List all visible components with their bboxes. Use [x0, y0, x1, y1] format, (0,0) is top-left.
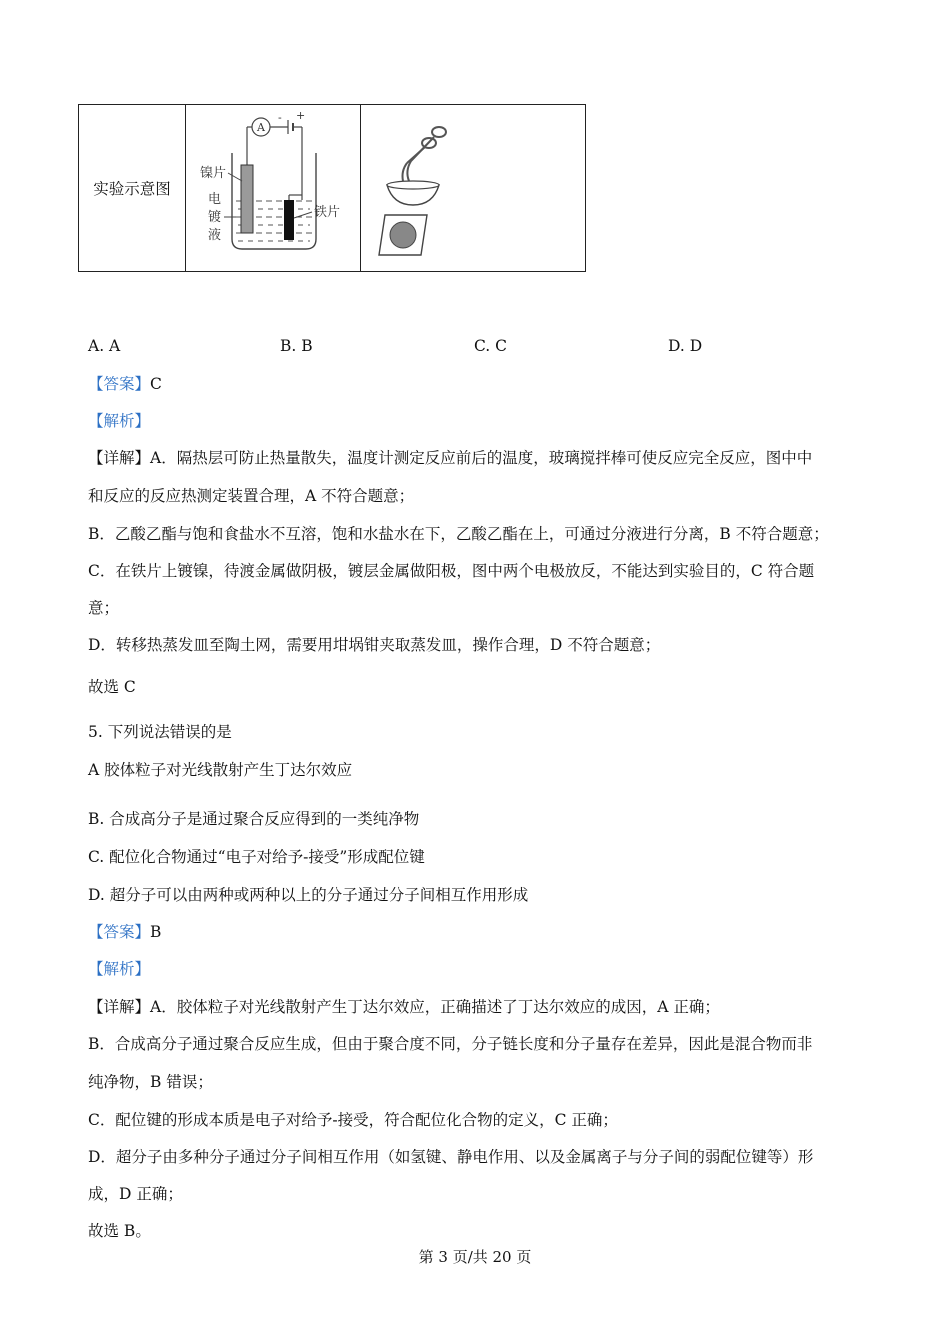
electroplating-diagram — [186, 105, 361, 272]
iron-electrode — [284, 200, 294, 240]
ammeter-label: A — [257, 121, 265, 134]
answer-value: C — [150, 375, 162, 393]
evaporating-dish-svg — [361, 105, 585, 267]
q5-option-a: A 胶体粒子对光线散射产生丁达尔效应 — [88, 761, 353, 779]
option-d: D. D — [668, 337, 703, 355]
evaporating-dish-diagram — [361, 105, 586, 272]
q5-stem: 5. 下列说法错误的是 — [88, 723, 232, 741]
experiment-table — [78, 104, 586, 272]
q4-answer — [88, 374, 162, 394]
answer-tag: 【答案】 — [88, 375, 151, 393]
option-a: A. A — [88, 337, 121, 355]
crucible-tongs-icon — [403, 127, 447, 181]
electroplating-svg — [186, 105, 360, 267]
plus-sign: + — [296, 109, 306, 122]
solution-label-2: 镀 — [208, 210, 222, 225]
minus-sign: - — [278, 111, 282, 124]
nickel-label: 镍片 — [200, 166, 227, 181]
q4-detail-line-1: 【详解】A．隔热层可防止热量散失，温度计测定反应前后的温度，玻璃搅拌棒可使反应完全反应，图中中 — [88, 449, 813, 467]
q5-detail-line-2: B．合成高分子通过聚合反应生成，但由于聚合度不同，分子链长度和分子量存在差异，因此是混合物而非 — [88, 1035, 813, 1053]
option-b: B. B — [280, 337, 313, 355]
q5-detail-line-5: D．超分子由多种分子通过分子间相互作用（如氢键、静电作用、以及金属离子与分子间的弱配位键等）形 — [88, 1148, 814, 1166]
q5-option-b: B. 合成高分子是通过聚合反应得到的一类纯净物 — [88, 810, 420, 828]
q5-analysis-tag: 【解析】 — [88, 960, 151, 978]
row-label: 实验示意图 — [79, 105, 186, 272]
q4-detail-line-4: C．在铁片上镀镍，待渡金属做阴极，镀层金属做阳极，图中两个电极放反，不能达到实验目的，C 符合题 — [88, 562, 815, 580]
q4-detail-line-6: D．转移热蒸发皿至陶土网，需要用坩埚钳夹取蒸发皿，操作合理，D 不符合题意； — [88, 636, 661, 654]
q5-option-c: C. 配位化合物通过“电子对给予-接受”形成配位键 — [88, 848, 425, 866]
q5-answer — [88, 922, 161, 942]
answer-value: B — [150, 923, 162, 941]
option-c: C. C — [474, 337, 508, 355]
solution-label-3: 液 — [208, 228, 222, 243]
q5-option-d: D. 超分子可以由两种或两种以上的分子通过分子间相互作用形成 — [88, 886, 529, 904]
nickel-electrode — [241, 165, 253, 233]
q5-detail-line-6: 成，D 正确； — [88, 1185, 183, 1203]
q4-detail-line-2: 和反应的反应热测定装置合理，A 不符合题意； — [88, 487, 415, 505]
solution-label-1: 电 — [208, 192, 222, 207]
q5-detail-line-1: 【详解】A．胶体粒子对光线散射产生丁达尔效应，正确描述了丁达尔效应的成因，A 正确； — [88, 998, 720, 1016]
page-footer: 第 3 页/共 20 页 — [418, 1248, 532, 1266]
q4-detail-line-5: 意； — [88, 599, 120, 617]
q4-conclusion: 故选 C — [88, 678, 136, 696]
iron-label: 铁片 — [314, 205, 341, 220]
q5-conclusion: 故选 B。 — [88, 1222, 151, 1240]
q4-analysis-tag: 【解析】 — [88, 412, 151, 430]
q5-detail-line-4: C．配位键的形成本质是电子对给予-接受，符合配位化合物的定义，C 正确； — [88, 1111, 618, 1129]
answer-tag: 【答案】 — [88, 923, 151, 941]
q5-detail-line-3: 纯净物，B 错误； — [88, 1073, 213, 1091]
q4-detail-line-3: B．乙酸乙酯与饱和食盐水不互溶，饱和水盐水在下，乙酸乙酯在上，可通过分液进行分离，B 不符合题意； — [88, 525, 829, 543]
